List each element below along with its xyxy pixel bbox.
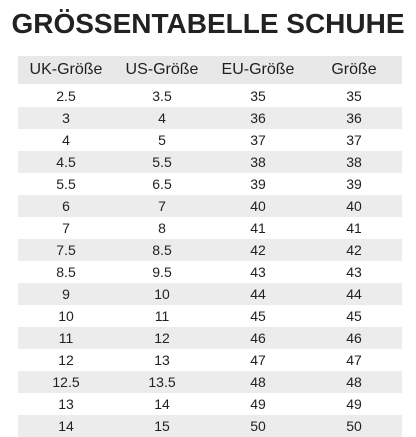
column-header-us-size: US-Größe xyxy=(114,56,210,84)
eu-size-cell: 49 xyxy=(250,396,266,412)
us-size-cell: 6.5 xyxy=(152,176,172,192)
size-cell: 49 xyxy=(346,396,362,412)
size-cell: 39 xyxy=(346,176,362,192)
size-cell: 47 xyxy=(346,352,362,368)
uk-size-cell: 12 xyxy=(58,352,74,368)
us-size-cell: 8 xyxy=(158,220,166,236)
us-size-cell: 13 xyxy=(154,352,170,368)
uk-size-cell: 9 xyxy=(18,283,114,305)
uk-size-cell: 10 xyxy=(58,308,74,324)
eu-size-cell: 50 xyxy=(210,415,306,437)
us-size-cell: 3.5 xyxy=(152,88,172,104)
uk-size-cell: 13 xyxy=(58,396,74,412)
size-cell: 40 xyxy=(306,195,402,217)
eu-size-cell: 35 xyxy=(250,88,266,104)
size-cell: 48 xyxy=(306,371,402,393)
table-row xyxy=(18,151,402,173)
us-size-cell: 13.5 xyxy=(114,371,210,393)
eu-size-cell: 36 xyxy=(210,107,306,129)
uk-size-cell: 4 xyxy=(62,132,70,148)
table-row xyxy=(18,129,402,151)
table-row xyxy=(18,217,402,239)
page-title: GRÖSSENTABELLE SCHUHE xyxy=(11,8,405,39)
eu-size-cell: 43 xyxy=(250,264,266,280)
us-size-cell: 5.5 xyxy=(114,151,210,173)
size-cell: 43 xyxy=(346,264,362,280)
table-row xyxy=(18,261,402,283)
table-row xyxy=(18,393,402,415)
eu-size-cell: 39 xyxy=(250,176,266,192)
us-size-cell: 9.5 xyxy=(152,264,172,280)
size-cell: 41 xyxy=(346,220,362,236)
uk-size-cell: 2.5 xyxy=(56,88,76,104)
uk-size-cell: 11 xyxy=(18,327,114,349)
uk-size-cell: 4.5 xyxy=(18,151,114,173)
eu-size-cell: 45 xyxy=(250,308,266,324)
uk-size-cell: 6 xyxy=(18,195,114,217)
size-cell: 35 xyxy=(346,88,362,104)
us-size-cell: 12 xyxy=(114,327,210,349)
size-table xyxy=(18,56,402,437)
us-size-cell: 10 xyxy=(114,283,210,305)
table-row xyxy=(18,239,402,261)
eu-size-cell: 38 xyxy=(210,151,306,173)
us-size-cell: 7 xyxy=(114,195,210,217)
us-size-cell: 4 xyxy=(114,107,210,129)
table-row xyxy=(18,349,402,371)
table-row xyxy=(18,327,402,349)
uk-size-cell: 5.5 xyxy=(56,176,76,192)
uk-size-cell: 7.5 xyxy=(18,239,114,261)
eu-size-cell: 42 xyxy=(210,239,306,261)
table-row xyxy=(18,371,402,393)
us-size-cell: 15 xyxy=(114,415,210,437)
eu-size-cell: 40 xyxy=(210,195,306,217)
uk-size-cell: 14 xyxy=(18,415,114,437)
eu-size-cell: 48 xyxy=(210,371,306,393)
size-cell: 50 xyxy=(306,415,402,437)
size-cell: 44 xyxy=(306,283,402,305)
us-size-cell: 11 xyxy=(154,308,170,324)
column-header-size: Größe xyxy=(306,56,402,84)
table-row xyxy=(18,195,402,217)
column-header-eu-size: EU-Größe xyxy=(210,56,306,84)
uk-size-cell: 3 xyxy=(18,107,114,129)
size-cell: 46 xyxy=(306,327,402,349)
size-table-body xyxy=(18,84,402,437)
uk-size-cell: 12.5 xyxy=(18,371,114,393)
table-row xyxy=(18,173,402,195)
size-cell: 36 xyxy=(306,107,402,129)
us-size-cell: 5 xyxy=(158,132,166,148)
size-cell: 37 xyxy=(346,132,362,148)
eu-size-cell: 41 xyxy=(250,220,266,236)
header-row xyxy=(18,56,402,84)
us-size-cell: 8.5 xyxy=(114,239,210,261)
eu-size-cell: 44 xyxy=(210,283,306,305)
table-row xyxy=(18,107,402,129)
us-size-cell: 14 xyxy=(154,396,170,412)
size-cell: 38 xyxy=(306,151,402,173)
table-row xyxy=(18,283,402,305)
eu-size-cell: 46 xyxy=(210,327,306,349)
size-cell: 42 xyxy=(306,239,402,261)
uk-size-cell: 8.5 xyxy=(56,264,76,280)
column-header-uk-size: UK-Größe xyxy=(18,56,114,84)
size-cell: 45 xyxy=(346,308,362,324)
eu-size-cell: 47 xyxy=(250,352,266,368)
size-table-header xyxy=(18,56,402,84)
uk-size-cell: 7 xyxy=(62,220,70,236)
table-row xyxy=(18,415,402,437)
table-row xyxy=(18,305,402,327)
eu-size-cell: 37 xyxy=(250,132,266,148)
table-row xyxy=(18,84,402,107)
